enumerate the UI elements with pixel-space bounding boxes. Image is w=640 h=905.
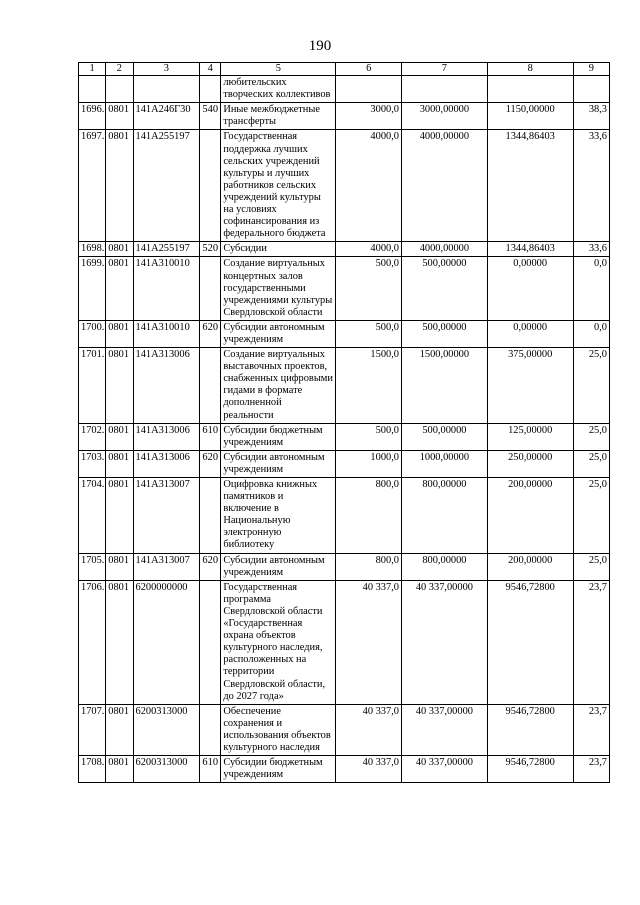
row-number: 1700. — [79, 320, 106, 347]
item-name: Субсидии автономным учреждениям — [221, 320, 336, 347]
section-code: 0801 — [106, 478, 133, 554]
execution-percent: 33,6 — [573, 242, 609, 257]
table-row — [79, 257, 610, 320]
row-number: 1698. — [79, 242, 106, 257]
approved-amount: 4000,0 — [336, 242, 402, 257]
section-code: 0801 — [106, 257, 133, 320]
expense-type-code: 520 — [200, 242, 221, 257]
expense-type-code: 620 — [200, 450, 221, 477]
executed-amount: 375,00000 — [487, 348, 573, 424]
execution-percent — [573, 76, 609, 103]
executed-amount: 125,00000 — [487, 423, 573, 450]
approved-amount: 3000,0 — [336, 103, 402, 130]
table-row — [79, 580, 610, 704]
executed-amount: 200,00000 — [487, 478, 573, 554]
revised-amount: 800,00000 — [402, 478, 488, 554]
column-header: 6 — [336, 63, 402, 76]
section-code: 0801 — [106, 553, 133, 580]
row-number: 1697. — [79, 130, 106, 242]
execution-percent: 23,7 — [573, 704, 609, 755]
item-name: любительских творческих коллективов — [221, 76, 336, 103]
target-article-code: 141A313007 — [133, 478, 200, 554]
revised-amount: 1500,00000 — [402, 348, 488, 424]
table-row — [79, 756, 610, 783]
target-article-code: 141A313006 — [133, 348, 200, 424]
expense-type-code — [200, 76, 221, 103]
column-header: 5 — [221, 63, 336, 76]
column-header: 8 — [487, 63, 573, 76]
approved-amount: 40 337,0 — [336, 756, 402, 783]
section-code — [106, 76, 133, 103]
revised-amount: 40 337,00000 — [402, 580, 488, 704]
section-code: 0801 — [106, 756, 133, 783]
target-article-code: 141A255197 — [133, 130, 200, 242]
expense-type-code: 620 — [200, 553, 221, 580]
target-article-code: 6200313000 — [133, 704, 200, 755]
executed-amount: 9546,72800 — [487, 756, 573, 783]
table-row — [79, 76, 610, 103]
table-row — [79, 348, 610, 424]
expense-type-code: 610 — [200, 756, 221, 783]
table-row — [79, 704, 610, 755]
table-row — [79, 103, 610, 130]
column-header: 2 — [106, 63, 133, 76]
execution-percent: 38,3 — [573, 103, 609, 130]
budget-table — [78, 62, 610, 783]
revised-amount: 500,00000 — [402, 257, 488, 320]
item-name: Создание виртуальных концертных залов государственными учреждениями культуры Свердловской области — [221, 257, 336, 320]
row-number: 1702. — [79, 423, 106, 450]
approved-amount: 1000,0 — [336, 450, 402, 477]
execution-percent: 25,0 — [573, 348, 609, 424]
header-row — [79, 63, 610, 76]
approved-amount: 40 337,0 — [336, 580, 402, 704]
column-header: 3 — [133, 63, 200, 76]
expense-type-code — [200, 130, 221, 242]
table-row — [79, 450, 610, 477]
revised-amount: 3000,00000 — [402, 103, 488, 130]
approved-amount — [336, 76, 402, 103]
approved-amount: 1500,0 — [336, 348, 402, 424]
target-article-code: 141A313006 — [133, 450, 200, 477]
executed-amount — [487, 76, 573, 103]
approved-amount: 4000,0 — [336, 130, 402, 242]
executed-amount: 1344,86403 — [487, 242, 573, 257]
row-number: 1706. — [79, 580, 106, 704]
target-article-code: 141A310010 — [133, 320, 200, 347]
target-article-code: 6200000000 — [133, 580, 200, 704]
approved-amount: 800,0 — [336, 553, 402, 580]
expense-type-code — [200, 580, 221, 704]
approved-amount: 500,0 — [336, 423, 402, 450]
execution-percent: 23,7 — [573, 756, 609, 783]
expense-type-code — [200, 257, 221, 320]
target-article-code: 141A255197 — [133, 242, 200, 257]
section-code: 0801 — [106, 704, 133, 755]
item-name: Создание виртуальных выставочных проектов, снабженных цифровыми гидами в формате дополненной реальности — [221, 348, 336, 424]
row-number: 1696. — [79, 103, 106, 130]
target-article-code: 141A310010 — [133, 257, 200, 320]
item-name: Субсидии бюджетным учреждениям — [221, 756, 336, 783]
expense-type-code: 620 — [200, 320, 221, 347]
section-code: 0801 — [106, 320, 133, 347]
revised-amount: 40 337,00000 — [402, 704, 488, 755]
revised-amount: 1000,00000 — [402, 450, 488, 477]
executed-amount: 0,00000 — [487, 257, 573, 320]
row-number: 1704. — [79, 478, 106, 554]
target-article-code: 141A246Г30 — [133, 103, 200, 130]
column-header: 9 — [573, 63, 609, 76]
column-header: 4 — [200, 63, 221, 76]
execution-percent: 25,0 — [573, 450, 609, 477]
section-code: 0801 — [106, 423, 133, 450]
approved-amount: 40 337,0 — [336, 704, 402, 755]
expense-type-code: 610 — [200, 423, 221, 450]
column-header: 1 — [79, 63, 106, 76]
expense-type-code — [200, 348, 221, 424]
row-number: 1701. — [79, 348, 106, 424]
section-code: 0801 — [106, 103, 133, 130]
target-article-code: 6200313000 — [133, 756, 200, 783]
execution-percent: 25,0 — [573, 553, 609, 580]
execution-percent: 25,0 — [573, 478, 609, 554]
expense-type-code: 540 — [200, 103, 221, 130]
revised-amount — [402, 76, 488, 103]
row-number: 1708. — [79, 756, 106, 783]
item-name: Оцифровка книжных памятников и включение в Национальную электронную библиотеку — [221, 478, 336, 554]
table-row — [79, 553, 610, 580]
revised-amount: 4000,00000 — [402, 130, 488, 242]
revised-amount: 4000,00000 — [402, 242, 488, 257]
revised-amount: 800,00000 — [402, 553, 488, 580]
execution-percent: 33,6 — [573, 130, 609, 242]
executed-amount: 9546,72800 — [487, 580, 573, 704]
expense-type-code — [200, 704, 221, 755]
item-name: Иные межбюджетные трансферты — [221, 103, 336, 130]
executed-amount: 1344,86403 — [487, 130, 573, 242]
section-code: 0801 — [106, 580, 133, 704]
row-number: 1703. — [79, 450, 106, 477]
execution-percent: 23,7 — [573, 580, 609, 704]
row-number: 1705. — [79, 553, 106, 580]
table-row — [79, 242, 610, 257]
table-row — [79, 320, 610, 347]
column-header: 7 — [402, 63, 488, 76]
target-article-code: 141A313007 — [133, 553, 200, 580]
executed-amount: 9546,72800 — [487, 704, 573, 755]
section-code: 0801 — [106, 242, 133, 257]
section-code: 0801 — [106, 130, 133, 242]
item-name: Субсидии — [221, 242, 336, 257]
approved-amount: 500,0 — [336, 257, 402, 320]
executed-amount: 1150,00000 — [487, 103, 573, 130]
section-code: 0801 — [106, 348, 133, 424]
approved-amount: 500,0 — [336, 320, 402, 347]
executed-amount: 0,00000 — [487, 320, 573, 347]
page-number: 190 — [308, 38, 332, 54]
row-number: 1707. — [79, 704, 106, 755]
item-name: Государственная программа Свердловской области «Государственная охрана объектов культурного наследия, расположенных на территории Свердловской области, до 2027 года» — [221, 580, 336, 704]
table-row — [79, 423, 610, 450]
target-article-code: 141A313006 — [133, 423, 200, 450]
executed-amount: 250,00000 — [487, 450, 573, 477]
execution-percent: 25,0 — [573, 423, 609, 450]
table-row — [79, 130, 610, 242]
table-row — [79, 478, 610, 554]
section-code: 0801 — [106, 450, 133, 477]
target-article-code — [133, 76, 200, 103]
expense-type-code — [200, 478, 221, 554]
item-name: Субсидии автономным учреждениям — [221, 450, 336, 477]
revised-amount: 500,00000 — [402, 320, 488, 347]
row-number — [79, 76, 106, 103]
item-name: Государственная поддержка лучших сельских учреждений культуры и лучших работников сельских учреждений культуры на условиях софинансирования из федерального бюджета — [221, 130, 336, 242]
execution-percent: 0,0 — [573, 257, 609, 320]
item-name: Субсидии автономным учреждениям — [221, 553, 336, 580]
revised-amount: 500,00000 — [402, 423, 488, 450]
approved-amount: 800,0 — [336, 478, 402, 554]
item-name: Обеспечение сохранения и использования объектов культурного наследия — [221, 704, 336, 755]
execution-percent: 0,0 — [573, 320, 609, 347]
row-number: 1699. — [79, 257, 106, 320]
executed-amount: 200,00000 — [487, 553, 573, 580]
revised-amount: 40 337,00000 — [402, 756, 488, 783]
item-name: Субсидии бюджетным учреждениям — [221, 423, 336, 450]
